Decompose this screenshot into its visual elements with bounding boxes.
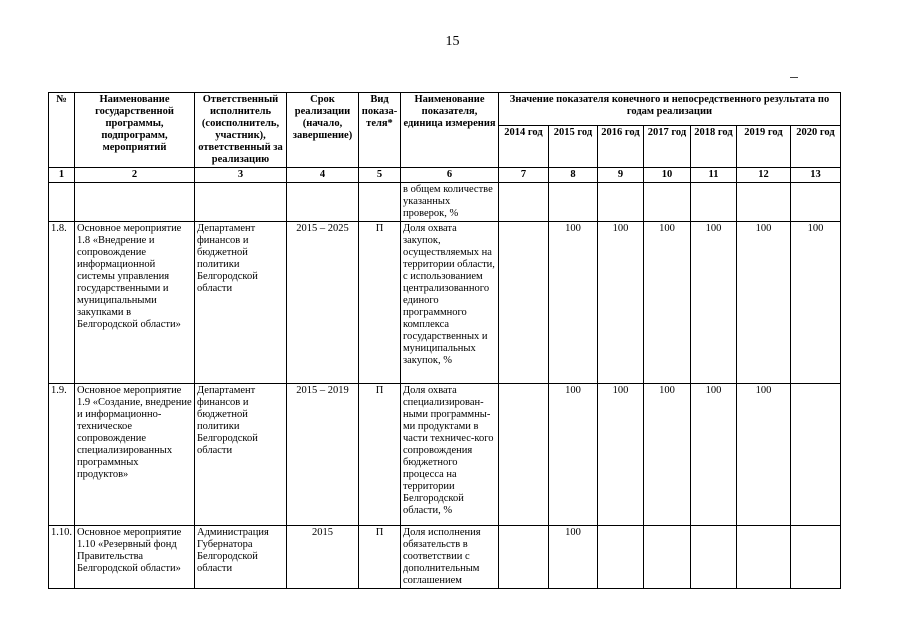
row-period <box>287 183 359 222</box>
column-number: 5 <box>359 168 401 183</box>
row-name: Основное мероприятие 1.10 «Резервный фонд Правительства Белгородской области» <box>75 526 195 589</box>
header-executor: Ответственный исполнитель (соисполнитель, участник), ответственный за реализацию <box>195 93 287 168</box>
header-year: 2018 год <box>691 126 737 168</box>
page-number: 15 <box>445 34 460 49</box>
column-number-row <box>49 168 841 183</box>
row-value: 100 <box>549 222 598 384</box>
row-executor: Департамент финансов и бюджетной политики Белгородской области <box>195 384 287 526</box>
row-number: 1.10. <box>49 526 75 589</box>
row-value <box>691 526 737 589</box>
row-value <box>644 183 691 222</box>
row-type: П <box>359 222 401 384</box>
row-number: 1.8. <box>49 222 75 384</box>
row-value <box>791 384 841 526</box>
row-type: П <box>359 384 401 526</box>
table-row <box>49 222 841 384</box>
header-period: Срок реализации (начало, завершение) <box>287 93 359 168</box>
header-year: 2014 год <box>499 126 549 168</box>
row-value: 100 <box>737 222 791 384</box>
row-indicator: в общем количестве указанных проверок, % <box>401 183 499 222</box>
header-year: 2017 год <box>644 126 691 168</box>
row-value: 100 <box>644 384 691 526</box>
table-row <box>49 526 841 589</box>
row-value <box>549 183 598 222</box>
row-value: 100 <box>644 222 691 384</box>
row-value <box>499 222 549 384</box>
row-period: 2015 – 2019 <box>287 384 359 526</box>
row-value: 100 <box>791 222 841 384</box>
row-indicator: Доля охвата закупок, осуществляемых на территории области, с использованием централизованного единого программного комплекса государственных и муниципальных закупок, % <box>401 222 499 384</box>
header-type: Вид показа-теля* <box>359 93 401 168</box>
row-value <box>737 183 791 222</box>
row-executor: Департамент финансов и бюджетной политики Белгородской области <box>195 222 287 384</box>
row-value: 100 <box>549 384 598 526</box>
row-name: Основное мероприятие 1.9 «Создание, внедрение и информационно-техническое сопровождение специализированных программных продуктов» <box>75 384 195 526</box>
column-number: 1 <box>49 168 75 183</box>
row-number <box>49 183 75 222</box>
row-name: Основное мероприятие 1.8 «Внедрение и сопровождение информационной системы управления государственными и муниципальными закупками в Белгородской области» <box>75 222 195 384</box>
column-number: 11 <box>691 168 737 183</box>
header-no: № <box>49 93 75 168</box>
row-value: 100 <box>549 526 598 589</box>
column-number: 12 <box>737 168 791 183</box>
table-row <box>49 384 841 526</box>
row-value <box>499 384 549 526</box>
row-value <box>499 526 549 589</box>
results-table <box>48 92 841 589</box>
column-number: 7 <box>499 168 549 183</box>
row-value <box>691 183 737 222</box>
column-number: 10 <box>644 168 691 183</box>
row-period: 2015 <box>287 526 359 589</box>
row-period: 2015 – 2025 <box>287 222 359 384</box>
row-value <box>598 526 644 589</box>
row-indicator: Доля охвата специализирован-ными программны-ми продуктами в части техничес-кого сопровождения бюджетного процесса на территории Белгородской области, % <box>401 384 499 526</box>
header-name: Наименование государственной программы, подпрограмм, мероприятий <box>75 93 195 168</box>
column-number: 3 <box>195 168 287 183</box>
row-type: П <box>359 526 401 589</box>
column-number: 2 <box>75 168 195 183</box>
row-value: 100 <box>598 222 644 384</box>
row-value: 100 <box>691 222 737 384</box>
header-indicator: Наименование показателя, единица измерения <box>401 93 499 168</box>
row-executor <box>195 183 287 222</box>
scan-mark <box>790 77 798 78</box>
row-value <box>644 526 691 589</box>
header-year: 2020 год <box>791 126 841 168</box>
row-value: 100 <box>737 384 791 526</box>
column-number: 13 <box>791 168 841 183</box>
row-value: 100 <box>691 384 737 526</box>
row-name <box>75 183 195 222</box>
table-row <box>49 183 841 222</box>
row-value <box>598 183 644 222</box>
header-row-top <box>49 93 841 126</box>
column-number: 6 <box>401 168 499 183</box>
row-value <box>499 183 549 222</box>
column-number: 9 <box>598 168 644 183</box>
row-value <box>791 183 841 222</box>
column-number: 8 <box>549 168 598 183</box>
row-value: 100 <box>598 384 644 526</box>
row-value <box>791 526 841 589</box>
header-values-group: Значение показателя конечного и непосредственного результата по годам реализации <box>499 93 841 126</box>
header-year: 2019 год <box>737 126 791 168</box>
row-value <box>737 526 791 589</box>
row-indicator: Доля исполнения обязательств в соответствии с дополнительным соглашением <box>401 526 499 589</box>
header-year: 2015 год <box>549 126 598 168</box>
row-number: 1.9. <box>49 384 75 526</box>
header-year: 2016 год <box>598 126 644 168</box>
column-number: 4 <box>287 168 359 183</box>
row-type <box>359 183 401 222</box>
row-executor: Администрация Губернатора Белгородской области <box>195 526 287 589</box>
